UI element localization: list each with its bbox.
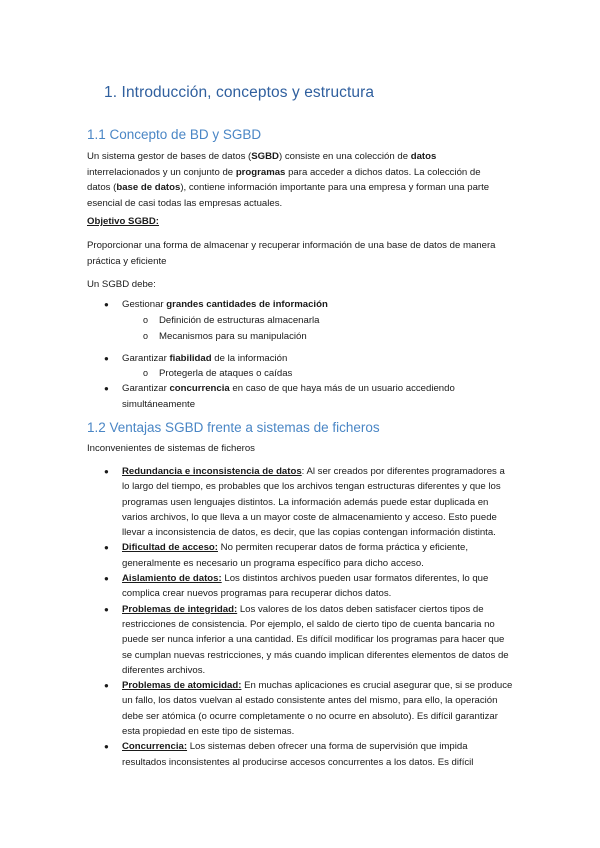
objetivo-label: Objetivo SGBD:	[87, 216, 159, 227]
inconvenientes-list	[104, 464, 514, 770]
objetivo-text: Proporcionar una forma de almacenar y recuperar información de una base de datos de manera práctica y eficiente	[87, 240, 496, 267]
sgbd-bullet-list-2	[104, 351, 500, 367]
list-item: ● Problemas de atomicidad: En muchas aplicaciones es crucial asegurar que, si se produce un fallo, los datos vuelvan al estado consistente antes del mismo, para ello, la operación debe ser atómica (o ocurre completamente o no ocurre en absoluto). Es difícil garantizar esta propiedad en este tipo de sistemas.	[104, 678, 514, 739]
list-item: ● Problemas de integridad: Los valores de los datos deben satisfacer ciertos tipos de restricciones de consistencia. Por ejemplo, el saldo de cierto tipo de cuenta bancaria no puede ser nunca inferior a una cantidad. Es difícil modificar los programas para hacer que se cumplan nuevas restricciones, y más cuando implican diferentes elementos de datos de diferentes archivos.	[104, 602, 514, 678]
section2-intro: Inconvenientes de sistemas de ficheros	[87, 443, 255, 454]
list-item: ● Redundancia e inconsistencia de datos: Al ser creados por diferentes programadores a lo largo del tiempo, es probables que los archivos tengan estructuras diferentes y que los programas usen lenguajes distintos. La información además puede estar duplicada en varios archivos, lo que lleva a un mayor coste de almacenamiento y acceso. Esto puede llevar a inconsistencia de datos, es decir, que las copias contengan información distinta.	[104, 464, 514, 540]
section-heading-1-1: 1.1 Concepto de BD y SGBD	[87, 127, 262, 142]
sgbd-bullet-list-1	[104, 297, 500, 313]
chapter-title: 1. Introducción, conceptos y estructura	[104, 84, 375, 101]
list-item: o Definición de estructuras almacenarla	[143, 313, 320, 329]
list-item: ● Concurrencia: Los sistemas deben ofrecer una forma de supervisión que impida resultados inconsistentes al producirse accesos concurrentes a los datos. Es difícil	[104, 739, 514, 770]
list-item: o Protegerla de ataques o caídas	[143, 366, 292, 382]
sub-list-2	[143, 366, 292, 382]
list-item: ● Aislamiento de datos: Los distintos archivos pueden usar formatos diferentes, lo que complica crear nuevos programas para recuperar dichos datos.	[104, 571, 514, 602]
list-item: ● Dificultad de acceso: No permiten recuperar datos de forma práctica y eficiente, generalmente es necesario un programa específico para dicho acceso.	[104, 540, 514, 571]
list-item: ● Garantizar concurrencia en caso de que haya más de un usuario accediendo simultáneamente	[104, 381, 500, 412]
section-heading-1-2: 1.2 Ventajas SGBD frente a sistemas de ficheros	[87, 420, 380, 435]
section1-intro-paragraph: Un sistema gestor de bases de datos (SGBD) consiste en una colección de datos interrelacionados y un conjunto de programas para acceder a dichos datos. La colección de datos (base de datos), contiene información importante para una empresa y forman una parte esencial de casi todas las empresas actuales.	[87, 151, 490, 209]
list-item: o Mecanismos para su manipulación	[143, 329, 320, 345]
sgbd-bullet-list-3	[104, 381, 500, 412]
sub-list-1	[143, 313, 320, 344]
list-item: ● Garantizar fiabilidad de la información	[104, 351, 500, 367]
debe-label: Un SGBD debe:	[87, 279, 156, 290]
list-item: ● Gestionar grandes cantidades de información	[104, 297, 500, 313]
